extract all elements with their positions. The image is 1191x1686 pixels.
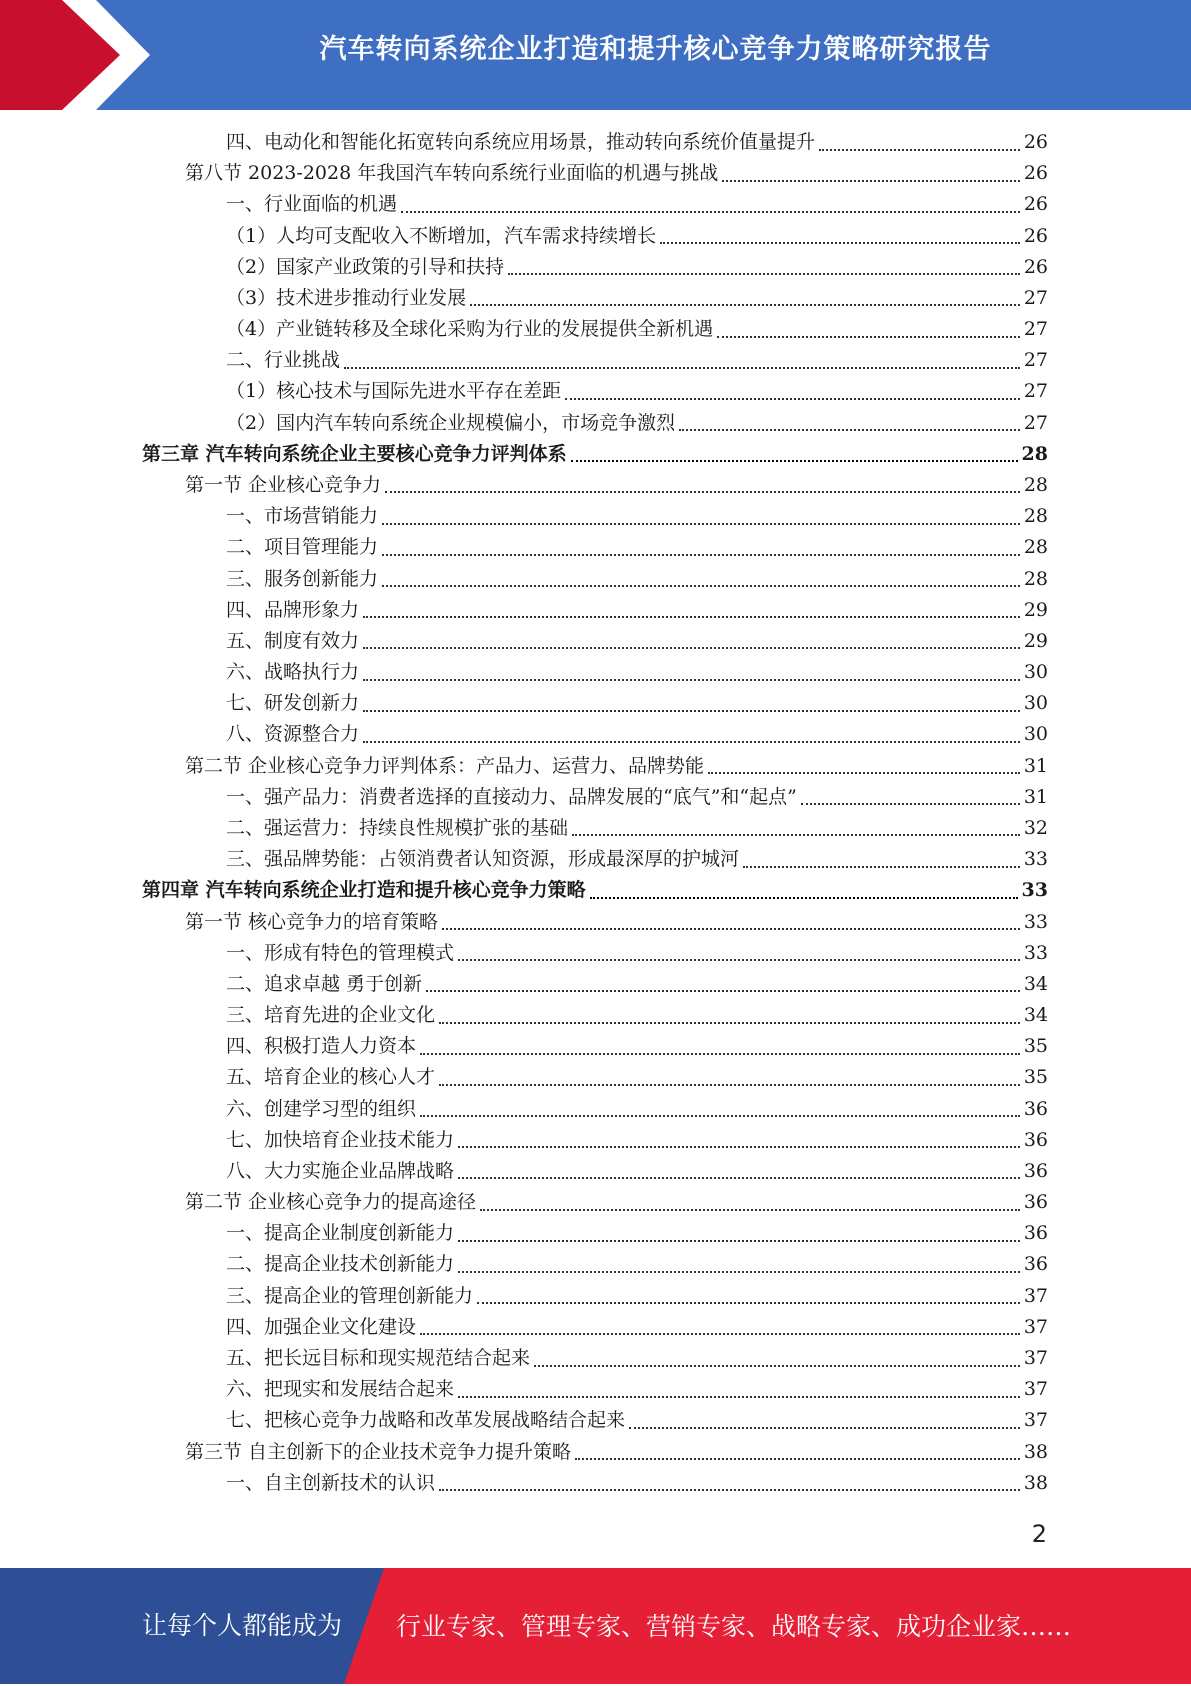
toc-leader-dots: [477, 1302, 1020, 1304]
toc-entry-page: 35: [1023, 1066, 1048, 1089]
toc-entry-page: 36: [1023, 1222, 1048, 1245]
toc-entry-title: 六、创建学习型的组织: [226, 1097, 417, 1120]
toc-leader-dots: [534, 1365, 1020, 1367]
toc-entry-page: 36: [1023, 1128, 1048, 1151]
toc-leader-dots: [385, 491, 1020, 493]
toc-entry-page: 37: [1023, 1347, 1048, 1370]
toc-entry[interactable]: [226, 221, 1048, 252]
toc-entry[interactable]: [226, 1468, 1048, 1499]
toc-entry-title: （1）人均可支配收入不断增加，汽车需求持续增长: [226, 224, 657, 247]
toc-leader-dots: [363, 710, 1020, 712]
toc-entry[interactable]: [226, 657, 1048, 688]
toc-entry-title: 三、服务创新能力: [226, 567, 379, 590]
toc-entry-page: 36: [1023, 1159, 1048, 1182]
toc-entry-page: 34: [1023, 972, 1048, 995]
toc-leader-dots: [458, 1240, 1020, 1242]
toc-leader-dots: [629, 1427, 1020, 1429]
toc-leader-dots: [508, 273, 1020, 275]
report-title: 汽车转向系统企业打造和提升核心竞争力策略研究报告: [319, 34, 992, 65]
toc-entry[interactable]: [226, 1062, 1048, 1093]
toc-entry[interactable]: [226, 376, 1048, 407]
toc-entry-page: 33: [1023, 910, 1048, 933]
toc-leader-dots: [458, 1396, 1020, 1398]
toc-entry-page: 36: [1023, 1097, 1048, 1120]
toc-entry-title: 六、把现实和发展结合起来: [226, 1378, 455, 1401]
toc-entry-page: 26: [1023, 131, 1048, 153]
toc-entry-title: 七、加快培育企业技术能力: [226, 1128, 455, 1151]
toc-leader-dots: [590, 897, 1018, 899]
toc-entry[interactable]: [226, 127, 1048, 158]
toc-entry[interactable]: [185, 158, 1048, 189]
toc-entry-title: 五、培育企业的核心人才: [226, 1066, 436, 1089]
toc-entry-title: 五、把长远目标和现实规范结合起来: [226, 1347, 531, 1370]
toc-entry-title: 三、培育先进的企业文化: [226, 1004, 436, 1027]
toc-entry-page: 35: [1023, 1035, 1048, 1058]
toc-leader-dots: [743, 866, 1020, 868]
toc-entry-title: 一、自主创新技术的认识: [226, 1471, 436, 1494]
toc-entry-page: 31: [1023, 754, 1048, 777]
toc-entry-page: 27: [1023, 411, 1048, 434]
toc-entry-page: 27: [1023, 318, 1048, 341]
toc-leader-dots: [571, 460, 1018, 462]
toc-entry[interactable]: [226, 626, 1048, 657]
footer-slogan-right: 行业专家、管理专家、营销专家、战略专家、成功企业家……: [396, 1612, 1072, 1641]
toc-leader-dots: [565, 398, 1020, 400]
toc-entry-title: 第二节 企业核心竞争力评判体系：产品力、运营力、品牌势能: [185, 754, 705, 777]
toc-entry-page: 33: [1021, 879, 1048, 902]
toc-entry-title: 一、行业面临的机遇: [226, 193, 398, 216]
page-number: 2: [1031, 1520, 1047, 1548]
toc-leader-dots: [572, 834, 1020, 836]
toc-entry[interactable]: [226, 1249, 1048, 1280]
toc-entry-page: 26: [1023, 162, 1048, 185]
toc-entry[interactable]: [226, 1156, 1048, 1187]
toc-leader-dots: [363, 679, 1020, 681]
toc-leader-dots: [439, 1084, 1020, 1086]
toc-entry[interactable]: [226, 1312, 1048, 1343]
toc-entry[interactable]: [226, 1000, 1048, 1031]
toc-entry-page: 34: [1023, 1004, 1048, 1027]
toc-entry-title: 四、加强企业文化建设: [226, 1315, 417, 1338]
toc-entry[interactable]: [185, 907, 1048, 938]
toc-leader-dots: [420, 1053, 1020, 1055]
footer-slogan-left: 让每个人都能成为: [142, 1611, 343, 1640]
header-red-arrow: [0, 0, 160, 110]
toc-entry-title: 四、电动化和智能化拓宽转向系统应用场景，推动转向系统价值量提升: [226, 131, 816, 153]
toc-entry-title: （4）产业链转移及全球化采购为行业的发展提供全新机遇: [226, 318, 714, 341]
toc-entry-page: 28: [1021, 442, 1048, 465]
toc-entry-page: 30: [1023, 661, 1048, 684]
toc-entry-title: 第二节 企业核心竞争力的提高途径: [185, 1191, 477, 1214]
toc-entry-page: 29: [1023, 598, 1048, 621]
toc-entry-title: （3）技术进步推动行业发展: [226, 286, 467, 309]
toc-entry[interactable]: [226, 938, 1048, 969]
toc-leader-dots: [717, 336, 1020, 338]
toc-leader-dots: [722, 180, 1020, 182]
toc-entry-page: 30: [1023, 723, 1048, 746]
toc-entry-title: 四、积极打造人力资本: [226, 1035, 417, 1058]
toc-entry-title: 二、追求卓越 勇于创新: [226, 972, 423, 995]
toc-entry-title: 第八节 2023-2028 年我国汽车转向系统行业面临的机遇与挑战: [185, 162, 719, 185]
toc-entry[interactable]: [226, 564, 1048, 595]
toc-entry-page: 32: [1023, 816, 1048, 839]
toc-entry[interactable]: [226, 1031, 1048, 1062]
toc-entry[interactable]: [226, 1281, 1048, 1312]
toc-entry[interactable]: [226, 252, 1048, 283]
toc-leader-dots: [401, 211, 1020, 213]
toc-entry[interactable]: [226, 1094, 1048, 1125]
toc-entry-title: 第三章 汽车转向系统企业主要核心竞争力评判体系: [142, 442, 567, 465]
toc-leader-dots: [442, 928, 1020, 930]
toc-entry-title: 八、大力实施企业品牌战略: [226, 1159, 455, 1182]
toc-entry[interactable]: [226, 688, 1048, 719]
toc-leader-dots: [458, 1271, 1020, 1273]
toc-entry[interactable]: [185, 1437, 1048, 1468]
toc-entry-title: （2）国家产业政策的引导和扶持: [226, 255, 505, 278]
toc-leader-dots: [458, 1146, 1020, 1148]
report-header: [0, 0, 1191, 110]
toc-entry-title: 一、强产品力：消费者选择的直接动力、品牌发展的“底气”和“起点”: [226, 785, 797, 808]
toc-entry[interactable]: [185, 751, 1048, 782]
toc-leader-dots: [382, 523, 1020, 525]
toc-entry-title: 二、行业挑战: [226, 349, 341, 372]
toc-entry-page: 28: [1023, 536, 1048, 559]
toc-entry-title: 三、提高企业的管理创新能力: [226, 1284, 474, 1307]
toc-entry-title: 七、研发创新力: [226, 692, 360, 715]
toc-entry-page: 37: [1023, 1378, 1048, 1401]
toc-leader-dots: [426, 990, 1020, 992]
toc-leader-dots: [420, 1115, 1020, 1117]
toc-entry[interactable]: [226, 501, 1048, 532]
toc-entry-title: 二、强运营力：持续良性规模扩张的基础: [226, 816, 569, 839]
toc-entry[interactable]: [226, 813, 1048, 844]
toc-entry[interactable]: [226, 844, 1048, 875]
toc-entry[interactable]: [226, 283, 1048, 314]
toc-entry[interactable]: [226, 1374, 1048, 1405]
toc-entry-page: 31: [1023, 785, 1048, 808]
toc-entry-title: 四、品牌形象力: [226, 598, 360, 621]
toc-entry-title: 第一节 企业核心竞争力: [185, 473, 382, 496]
toc-entry-page: 29: [1023, 629, 1048, 652]
toc-entry-page: 36: [1023, 1253, 1048, 1276]
toc-entry[interactable]: [226, 1343, 1048, 1374]
toc-entry-title: （2）国内汽车转向系统企业规模偏小，市场竞争激烈: [226, 411, 676, 434]
toc-entry[interactable]: [226, 969, 1048, 1000]
toc-entry-page: 38: [1023, 1440, 1048, 1463]
footer-banner: [0, 1568, 1191, 1684]
toc-entry[interactable]: [226, 1125, 1048, 1156]
toc-entry-title: 三、强品牌势能：占领消费者认知资源，形成最深厚的护城河: [226, 848, 740, 871]
toc-entry-page: 28: [1023, 473, 1048, 496]
toc-entry-title: 二、项目管理能力: [226, 536, 379, 559]
toc-leader-dots: [420, 1333, 1020, 1335]
toc-leader-dots: [439, 1489, 1020, 1491]
toc-leader-dots: [660, 242, 1020, 244]
toc-leader-dots: [382, 585, 1020, 587]
toc-leader-dots: [382, 554, 1020, 556]
toc-entry[interactable]: [142, 875, 1048, 906]
toc-entry[interactable]: [226, 189, 1048, 220]
toc-entry-page: 33: [1023, 848, 1048, 871]
toc-entry-title: 二、提高企业技术创新能力: [226, 1253, 455, 1276]
toc-leader-dots: [819, 149, 1020, 151]
toc-entry[interactable]: [226, 314, 1048, 345]
toc-entry-title: （1）核心技术与国际先进水平存在差距: [226, 380, 562, 403]
toc-entry[interactable]: [142, 439, 1048, 470]
toc-entry-page: 37: [1023, 1315, 1048, 1338]
toc-leader-dots: [363, 647, 1020, 649]
toc-entry-title: 五、制度有效力: [226, 629, 360, 652]
toc-entry-page: 30: [1023, 692, 1048, 715]
toc-entry-page: 27: [1023, 380, 1048, 403]
toc-entry[interactable]: [226, 782, 1048, 813]
toc-entry-title: 八、资源整合力: [226, 723, 360, 746]
toc-leader-dots: [458, 959, 1020, 961]
toc-leader-dots: [363, 616, 1020, 618]
toc-entry-page: 36: [1023, 1191, 1048, 1214]
toc-leader-dots: [470, 304, 1020, 306]
toc-entry[interactable]: [226, 719, 1048, 750]
toc-leader-dots: [480, 1209, 1020, 1211]
toc-entry-title: 一、市场营销能力: [226, 505, 379, 528]
toc-entry-title: 第一节 核心竞争力的培育策略: [185, 910, 439, 933]
toc-entry-page: 38: [1023, 1471, 1048, 1494]
toc-leader-dots: [575, 1458, 1020, 1460]
toc-leader-dots: [708, 772, 1020, 774]
toc-entry-page: 26: [1023, 193, 1048, 216]
toc-entry-page: 27: [1023, 349, 1048, 372]
toc-leader-dots: [439, 1022, 1020, 1024]
toc-entry[interactable]: [226, 532, 1048, 563]
toc-entry-title: 第三节 自主创新下的企业技术竞争力提升策略: [185, 1440, 572, 1463]
toc-leader-dots: [344, 367, 1020, 369]
toc-entry-title: 第四章 汽车转向系统企业打造和提升核心竞争力策略: [142, 879, 586, 902]
toc-entry-page: 26: [1023, 224, 1048, 247]
toc-leader-dots: [458, 1177, 1020, 1179]
toc-entry-page: 28: [1023, 505, 1048, 528]
toc-entry[interactable]: [185, 1187, 1048, 1218]
toc-leader-dots: [801, 803, 1020, 805]
toc-entry-title: 七、把核心竞争力战略和改革发展战略结合起来: [226, 1409, 626, 1432]
toc-entry[interactable]: [226, 1218, 1048, 1249]
toc-entry-page: 27: [1023, 286, 1048, 309]
toc-entry[interactable]: [185, 470, 1048, 501]
toc-entry-page: 28: [1023, 567, 1048, 590]
toc-entry[interactable]: [226, 345, 1048, 376]
toc-entry[interactable]: [226, 595, 1048, 626]
toc-entry-title: 一、形成有特色的管理模式: [226, 941, 455, 964]
toc-entry[interactable]: [226, 1405, 1048, 1436]
toc-leader-dots: [679, 429, 1020, 431]
toc-entry-page: 33: [1023, 941, 1048, 964]
toc-leader-dots: [363, 741, 1020, 743]
toc-entry[interactable]: [226, 408, 1048, 439]
toc-entry-page: 26: [1023, 255, 1048, 278]
toc-entry-page: 37: [1023, 1284, 1048, 1307]
toc-entry-title: 一、提高企业制度创新能力: [226, 1222, 455, 1245]
toc-entry-title: 六、战略执行力: [226, 661, 360, 684]
toc-entry-page: 37: [1023, 1409, 1048, 1432]
